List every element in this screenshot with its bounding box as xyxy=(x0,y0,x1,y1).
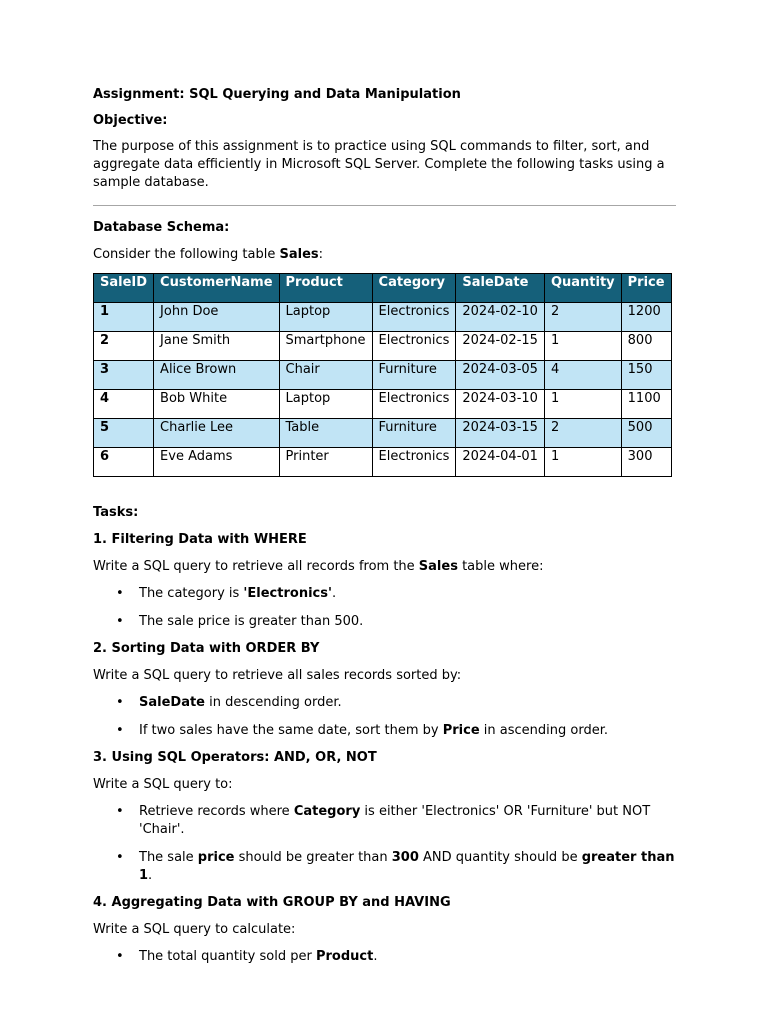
cell-saleid: 2 xyxy=(94,332,154,361)
cell-quantity: 1 xyxy=(544,448,621,477)
task-1-intro xyxy=(93,558,678,576)
cell-quantity: 2 xyxy=(544,419,621,448)
task-1-bullet-list xyxy=(93,585,678,631)
cell-product: Smartphone xyxy=(279,332,372,361)
cell-quantity: 1 xyxy=(544,332,621,361)
cell-saleid: 3 xyxy=(94,361,154,390)
list-item xyxy=(93,722,678,740)
bullet-bold: 300 xyxy=(391,849,419,865)
cell-price: 1100 xyxy=(621,390,671,419)
bullet-text: The total quantity sold per xyxy=(139,949,316,964)
bullet-bold: price xyxy=(197,849,235,865)
bullet-bold: Product xyxy=(315,949,374,964)
cell-customername: Jane Smith xyxy=(154,332,279,361)
document-page xyxy=(93,86,678,976)
bullet-text: AND quantity should be xyxy=(418,849,582,865)
task-1-intro-suffix: table where: xyxy=(457,559,544,574)
tasks-heading: Tasks: xyxy=(93,505,139,520)
bullet-bold: Category xyxy=(293,804,361,819)
table-header-row xyxy=(94,274,672,303)
cell-category: Electronics xyxy=(372,303,456,332)
bullet-bold: 'Electronics' xyxy=(243,586,332,601)
cell-price: 500 xyxy=(621,419,671,448)
task-1-intro-text: Write a SQL query to retrieve all records from the xyxy=(93,559,419,574)
task-1-title: 1. Filtering Data with WHERE xyxy=(93,532,307,547)
objective-label: Objective: xyxy=(93,113,168,128)
task-4-title: 4. Aggregating Data with GROUP BY and HAVING xyxy=(93,895,451,910)
header-saledate: SaleDate xyxy=(456,274,545,303)
bullet-bold: SaleDate xyxy=(139,695,206,710)
cell-customername: John Doe xyxy=(154,303,279,332)
cell-price: 800 xyxy=(621,332,671,361)
list-item xyxy=(93,613,678,631)
cell-product: Table xyxy=(279,419,372,448)
list-item xyxy=(93,803,678,839)
list-item xyxy=(93,585,678,603)
header-saleid: SaleID xyxy=(94,274,154,303)
cell-category: Electronics xyxy=(372,390,456,419)
cell-category: Furniture xyxy=(372,361,456,390)
cell-product: Laptop xyxy=(279,303,372,332)
bullet-text: is either 'Electronics' OR 'Furniture' but NOT 'Chair'. xyxy=(139,804,651,837)
table-row xyxy=(94,332,672,361)
cell-price: 1200 xyxy=(621,303,671,332)
consider-prefix: Consider the following table xyxy=(93,247,280,262)
bullet-text: in ascending order. xyxy=(479,722,608,738)
cell-quantity: 4 xyxy=(544,361,621,390)
bullet-text: . xyxy=(331,586,337,601)
task-1-intro-table: Sales xyxy=(418,559,458,574)
cell-customername: Charlie Lee xyxy=(154,419,279,448)
task-3-title: 3. Using SQL Operators: AND, OR, NOT xyxy=(93,750,377,765)
consider-text xyxy=(93,246,678,264)
cell-quantity: 2 xyxy=(544,303,621,332)
section-divider xyxy=(93,205,676,206)
cell-category: Electronics xyxy=(372,448,456,477)
bullet-icon: • xyxy=(116,949,124,964)
cell-price: 150 xyxy=(621,361,671,390)
sales-table xyxy=(93,273,672,477)
cell-product: Printer xyxy=(279,448,372,477)
task-2-intro: Write a SQL query to retrieve all sales records sorted by: xyxy=(93,668,462,683)
bullet-icon: • xyxy=(116,695,124,710)
bullet-text: If two sales have the same date, sort them by xyxy=(139,722,443,738)
cell-category: Furniture xyxy=(372,419,456,448)
bullet-text: The sale price is greater than 500. xyxy=(139,613,364,629)
consider-table-name: Sales xyxy=(279,247,319,262)
table-row xyxy=(94,419,672,448)
bullet-icon: • xyxy=(116,804,124,819)
bullet-icon: • xyxy=(116,722,124,738)
bullet-text: should be greater than xyxy=(234,849,392,865)
cell-saledate: 2024-02-15 xyxy=(456,332,545,361)
cell-saledate: 2024-03-15 xyxy=(456,419,545,448)
cell-saledate: 2024-02-10 xyxy=(456,303,545,332)
list-item xyxy=(93,849,678,885)
purpose-paragraph: The purpose of this assignment is to practice using SQL commands to filter, sort, and aggregate data efficiently in Microsoft SQL Server. Complete the following tasks using a sample database. xyxy=(93,139,665,190)
task-2-bullet-list xyxy=(93,694,678,740)
cell-customername: Bob White xyxy=(154,390,279,419)
table-row xyxy=(94,361,672,390)
bullet-icon: • xyxy=(116,849,124,865)
cell-category: Electronics xyxy=(372,332,456,361)
task-3-bullet-list xyxy=(93,803,678,885)
task-4-intro: Write a SQL query to calculate: xyxy=(93,922,296,937)
cell-saledate: 2024-04-01 xyxy=(456,448,545,477)
bullet-text: in descending order. xyxy=(205,695,342,710)
bullet-icon: • xyxy=(116,586,124,601)
bullet-text: Retrieve records where xyxy=(139,804,294,819)
cell-saleid: 4 xyxy=(94,390,154,419)
cell-saleid: 5 xyxy=(94,419,154,448)
header-product: Product xyxy=(279,274,372,303)
bullet-text: The sale xyxy=(139,849,198,865)
cell-price: 300 xyxy=(621,448,671,477)
header-quantity: Quantity xyxy=(544,274,621,303)
schema-heading: Database Schema: xyxy=(93,220,230,235)
assignment-title: Assignment: SQL Querying and Data Manipulation xyxy=(93,87,461,102)
cell-saleid: 1 xyxy=(94,303,154,332)
list-item xyxy=(93,694,678,712)
cell-customername: Alice Brown xyxy=(154,361,279,390)
cell-saledate: 2024-03-10 xyxy=(456,390,545,419)
bullet-bold: greater than 1 xyxy=(139,849,675,883)
consider-suffix: : xyxy=(318,247,324,262)
bullet-text: The category is xyxy=(139,586,244,601)
cell-saledate: 2024-03-05 xyxy=(456,361,545,390)
task-3-intro: Write a SQL query to: xyxy=(93,777,233,792)
bullet-icon: • xyxy=(116,613,124,629)
cell-product: Chair xyxy=(279,361,372,390)
table-row xyxy=(94,390,672,419)
bullet-text: . xyxy=(148,867,153,883)
task-2-title: 2. Sorting Data with ORDER BY xyxy=(93,641,320,656)
header-price: Price xyxy=(621,274,671,303)
cell-customername: Eve Adams xyxy=(154,448,279,477)
cell-quantity: 1 xyxy=(544,390,621,419)
list-item xyxy=(93,948,678,966)
task-4-bullet-list xyxy=(93,948,678,966)
cell-saleid: 6 xyxy=(94,448,154,477)
cell-product: Laptop xyxy=(279,390,372,419)
header-category: Category xyxy=(372,274,456,303)
table-row xyxy=(94,448,672,477)
bullet-text: . xyxy=(373,949,378,964)
table-row xyxy=(94,303,672,332)
header-customername: CustomerName xyxy=(154,274,279,303)
bullet-bold: Price xyxy=(442,722,480,738)
